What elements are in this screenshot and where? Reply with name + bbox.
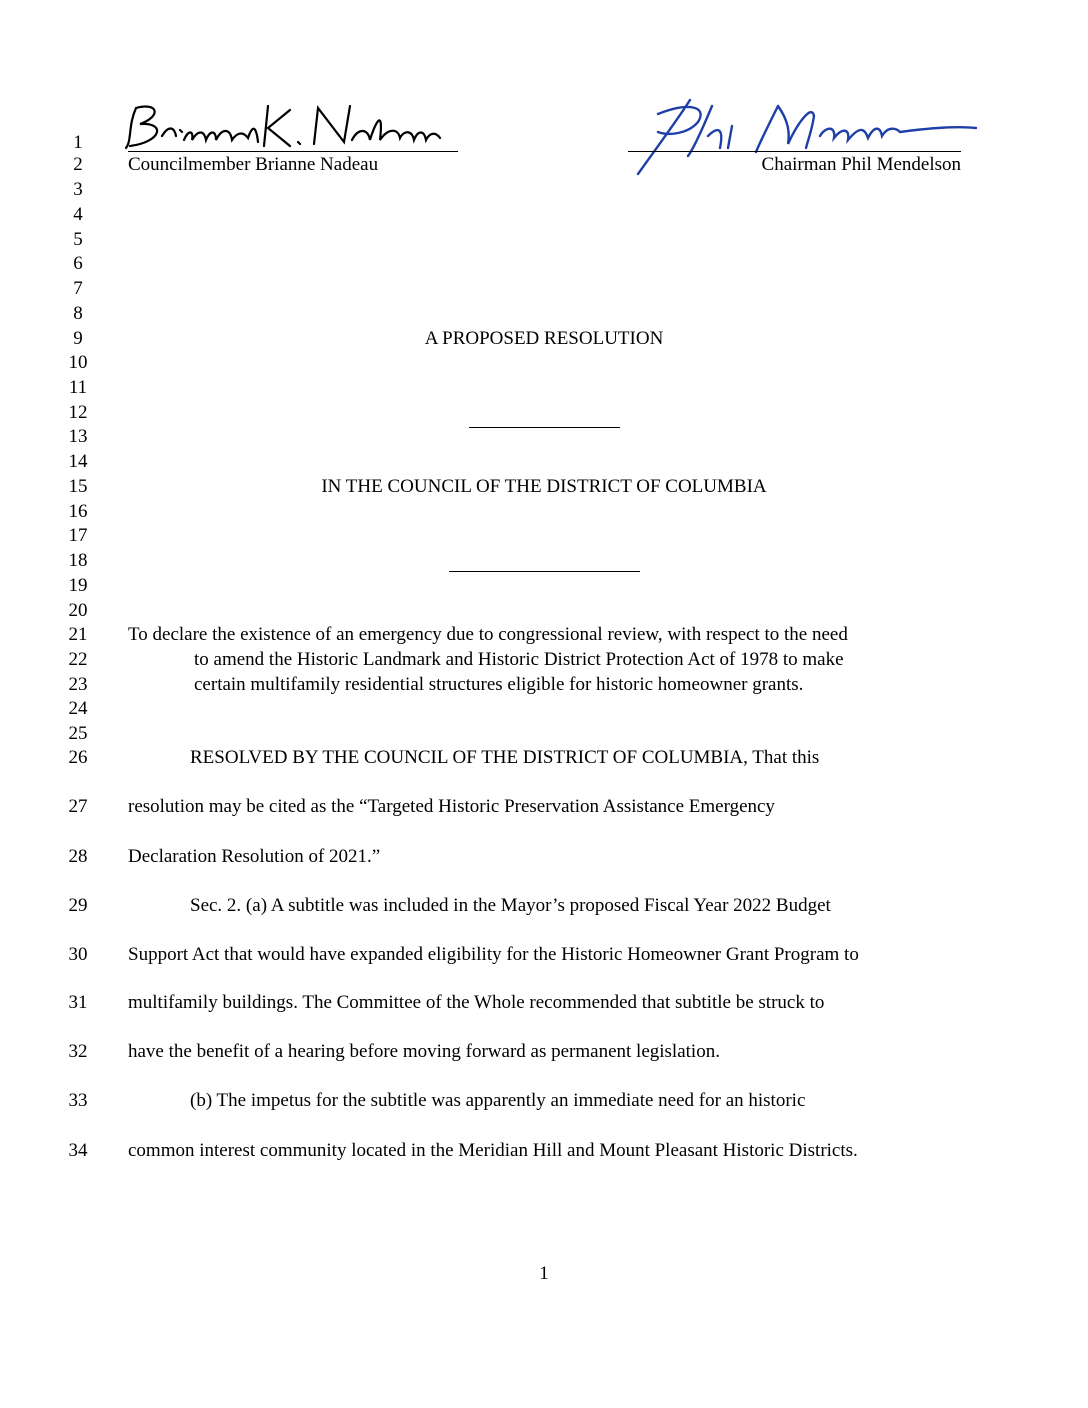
- line-number: 19: [68, 575, 88, 596]
- council-rule: [449, 571, 640, 572]
- body-line-28: Declaration Resolution of 2021.”: [128, 846, 381, 867]
- line-number: 24: [68, 698, 88, 719]
- line-number: 7: [73, 278, 83, 299]
- line-number: 13: [68, 426, 88, 447]
- line-number: 20: [68, 600, 88, 621]
- body-line-33: (b) The impetus for the subtitle was apparently an immediate need for an historic: [190, 1090, 806, 1111]
- line-number: 17: [68, 525, 88, 546]
- line-number: 8: [73, 303, 83, 324]
- purpose-line-3: certain multifamily residential structures eligible for historic homeowner grants.: [194, 674, 804, 695]
- body-line-27: resolution may be cited as the “Targeted Historic Preservation Assistance Emergency: [128, 796, 775, 817]
- signer-left-name: Councilmember Brianne Nadeau: [128, 154, 379, 175]
- line-number: 22: [68, 649, 88, 670]
- resolution-title: A PROPOSED RESOLUTION: [424, 328, 664, 349]
- line-number: 1: [73, 132, 83, 153]
- line-number: 27: [68, 796, 88, 817]
- page-number: 1: [539, 1263, 549, 1284]
- line-number: 9: [73, 328, 83, 349]
- line-number: 3: [73, 179, 83, 200]
- line-number: 6: [73, 253, 83, 274]
- signature-line-right: [628, 151, 961, 152]
- line-number: 32: [68, 1041, 88, 1062]
- signer-right-name: Chairman Phil Mendelson: [761, 154, 961, 175]
- line-number: 29: [68, 895, 88, 916]
- line-number: 34: [68, 1140, 88, 1161]
- line-number: 15: [68, 476, 88, 497]
- title-rule: [469, 427, 620, 428]
- body-line-34: common interest community located in the Meridian Hill and Mount Pleasant Historic Districts.: [128, 1140, 858, 1161]
- body-line-26: RESOLVED BY THE COUNCIL OF THE DISTRICT OF COLUMBIA, That this: [190, 747, 820, 768]
- line-number: 4: [73, 204, 83, 225]
- line-number: 16: [68, 501, 88, 522]
- body-line-32: have the benefit of a hearing before moving forward as permanent legislation.: [128, 1041, 720, 1062]
- line-number: 28: [68, 846, 88, 867]
- line-number: 2: [73, 154, 83, 175]
- line-number: 11: [68, 377, 88, 398]
- line-number: 21: [68, 624, 88, 645]
- purpose-line-2: to amend the Historic Landmark and Historic District Protection Act of 1978 to make: [194, 649, 844, 670]
- body-line-29: Sec. 2. (a) A subtitle was included in the Mayor’s proposed Fiscal Year 2022 Budget: [190, 895, 831, 916]
- line-number: 18: [68, 550, 88, 571]
- body-line-31: multifamily buildings. The Committee of the Whole recommended that subtitle be struck to: [128, 992, 825, 1013]
- line-number: 12: [68, 402, 88, 423]
- line-number: 33: [68, 1090, 88, 1111]
- line-number: 10: [68, 352, 88, 373]
- line-number: 30: [68, 944, 88, 965]
- signature-nadeau: [118, 96, 458, 158]
- purpose-line-1: To declare the existence of an emergency due to congressional review, with respect to the need: [128, 624, 848, 645]
- body-line-30: Support Act that would have expanded eligibility for the Historic Homeowner Grant Program to: [128, 944, 859, 965]
- line-number: 5: [73, 229, 83, 250]
- line-number: 23: [68, 674, 88, 695]
- line-number: 31: [68, 992, 88, 1013]
- signature-line-left: [128, 151, 458, 152]
- line-number: 25: [68, 723, 88, 744]
- council-heading: IN THE COUNCIL OF THE DISTRICT OF COLUMBIA: [321, 476, 767, 497]
- line-number: 26: [68, 747, 88, 768]
- line-number: 14: [68, 451, 88, 472]
